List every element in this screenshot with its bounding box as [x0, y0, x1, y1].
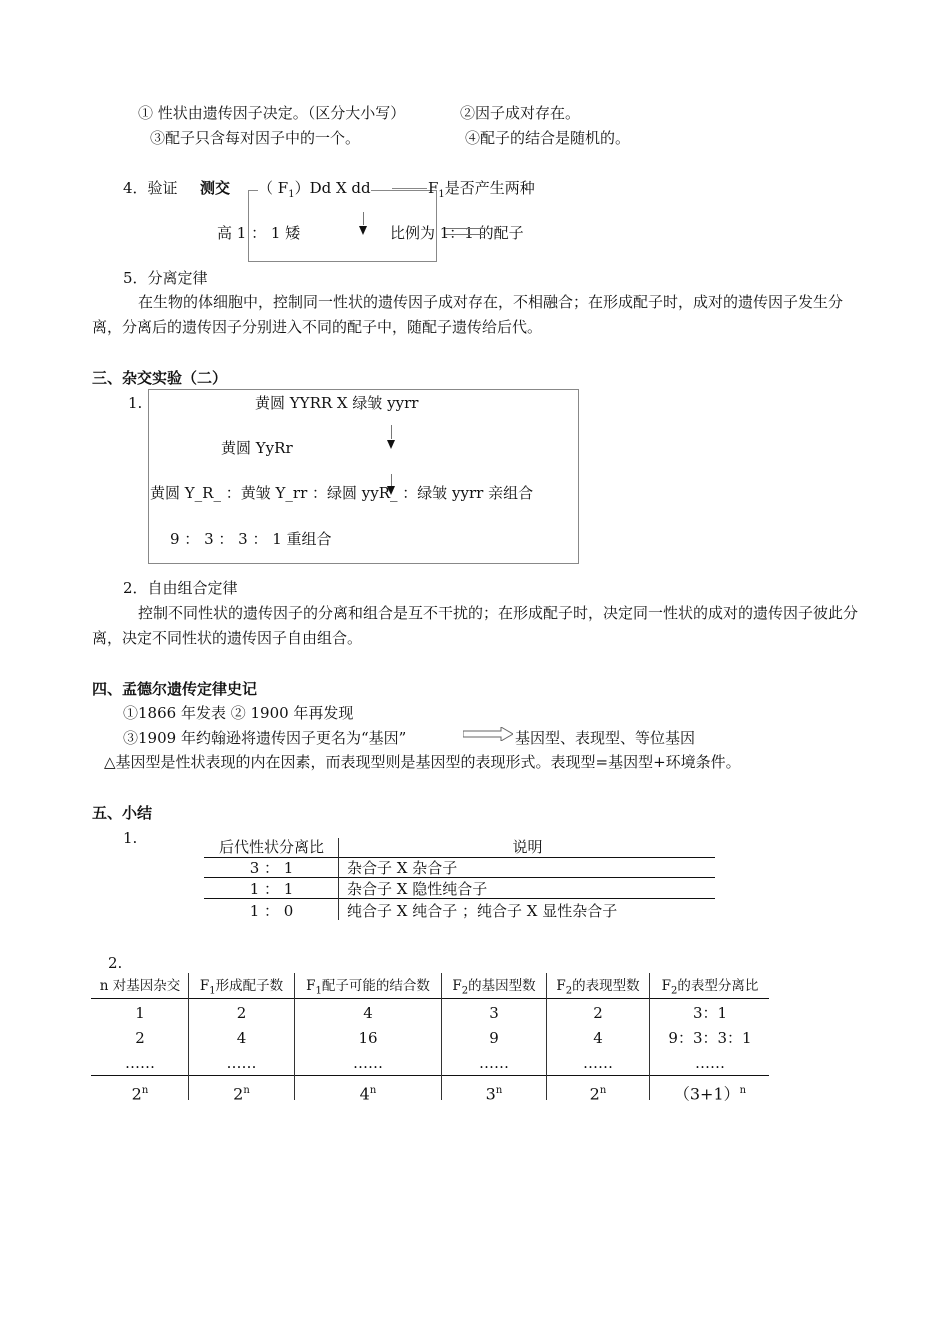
table2-r2c2: 4 — [236, 1029, 247, 1047]
testcross-cross: （ $F_1)Dd$ X dd — [258, 178, 371, 205]
table1-row2-ratio: 1 ： 1 — [249, 880, 294, 898]
table2-header-ratio: $F_2$的表型分离比 — [661, 978, 759, 997]
table2-r2c4: 9 — [489, 1029, 499, 1047]
table2-rule-top — [91, 998, 769, 999]
table1-row1-ratio: 3 ： 1 — [249, 859, 294, 877]
table2-header-combos: $F_1$配子可能的结合数 — [306, 978, 430, 997]
table2-divider-5 — [649, 973, 650, 1100]
table1-rule-2 — [204, 877, 715, 878]
table2-divider-2 — [294, 973, 295, 1100]
independent-assortment-heading: 2．自由组合定律 — [123, 579, 238, 597]
table2-header-gametes: $F_1$形成配子数 — [199, 978, 284, 997]
table2-header-phenotypes: $F_2$的表现型数 — [556, 978, 640, 997]
table2-r1c1: 1 — [135, 1004, 145, 1022]
table2-r1c6: 3：1 — [692, 1004, 728, 1022]
table2-r3c4: …… — [479, 1054, 509, 1072]
segregation-law-heading: 5．分离定律 — [123, 269, 208, 287]
history-line-2: ③1909 年约翰逊将遗传因子更名为“基因” — [123, 729, 407, 747]
table2-divider-3 — [441, 973, 442, 1100]
table2-r3c2: …… — [226, 1054, 257, 1072]
history-gene-terms: 基因型、表现型、等位基因 — [515, 729, 696, 747]
section-3-title: 三、杂交实验（二） — [92, 369, 228, 387]
table2-r2c1: 2 — [135, 1029, 145, 1047]
hollow-arrow-icon — [463, 727, 513, 741]
table1-row1-note: 杂合子 X 杂合子 — [347, 859, 458, 877]
gamete-ratio: 比例为 1：1 的配子 — [390, 224, 524, 242]
table2-divider-4 — [546, 973, 547, 1100]
table1-divider — [338, 838, 339, 920]
summary-num-1: 1. — [123, 829, 138, 847]
dihybrid-num: 1. — [128, 394, 143, 412]
summary-num-2: 2. — [108, 954, 123, 972]
table2-r1c2: 2 — [236, 1004, 247, 1022]
testcross-label: 测交 — [200, 179, 231, 197]
hypothesis-point-2: ②因子成对存在。 — [460, 104, 581, 122]
table2-last-c1: 2$^n$ — [131, 1084, 149, 1104]
table2-header-n: n 对基因杂交 — [99, 978, 181, 994]
verify-label: 4．验证 — [123, 179, 178, 197]
dihybrid-arrow1-head — [387, 440, 395, 449]
table1-header-ratio: 后代性状分离比 — [218, 838, 324, 856]
table1-rule-3 — [204, 898, 715, 899]
testcross-arrowhead — [359, 226, 367, 235]
f1-question: $F_1$是否产生两种 — [428, 179, 535, 200]
table2-last-c6: $(3+1)^n$ — [673, 1084, 747, 1104]
table2-r3c6: …… — [695, 1054, 725, 1072]
table2-last-c4: 3$^n$ — [485, 1084, 503, 1104]
dihybrid-f2: 黄圆 Y_R_ ：黄皱 Y_rr ：绿圆 yyR_ ：绿皱 yyrr 亲组合 — [150, 484, 534, 502]
table2-r2c5: 4 — [593, 1029, 603, 1047]
dihybrid-f1: 黄圆 YyRr — [221, 439, 293, 457]
table2-r3c3: …… — [353, 1054, 383, 1072]
table2-r3c5: …… — [583, 1054, 613, 1072]
table1-header-note: 说明 — [512, 838, 543, 856]
testcross-ratio: 高 1 ： 1 矮 — [217, 224, 301, 242]
segregation-law-text: 在生物的体细胞中，控制同一性状的遗传因子成对存在，不相融合；在形成配子时，成对的遗传因子发生分离，分离后的遗传因子分别进入不同的配子中，随配子遗传给后代。 — [92, 293, 844, 336]
table2-divider-1 — [188, 973, 189, 1100]
table2-last-c2: 2$^n$ — [233, 1084, 250, 1104]
table1-row2-note: 杂合子 X 隐性纯合子 — [347, 880, 488, 898]
table2-r1c5: 2 — [593, 1004, 603, 1022]
testcross-connector — [392, 188, 427, 189]
dihybrid-parents: 黄圆 YYRR X 绿皱 yyrr — [255, 394, 419, 412]
table2-header-genotypes: $F_2$的基因型数 — [452, 978, 536, 997]
table1-row3-ratio: 1 ： 0 — [249, 902, 294, 920]
table2-r1c3: 4 — [363, 1004, 373, 1022]
table2-last-c3: 4$^n$ — [359, 1084, 377, 1104]
table2-r1c4: 3 — [489, 1004, 499, 1022]
gamete-hollow-arrow — [445, 228, 485, 235]
hypothesis-point-4: ④配子的结合是随机的。 — [465, 129, 631, 147]
independent-assortment-text: 控制不同性状的遗传因子的分离和组合是互不干扰的；在形成配子时，决定同一性状的成对的遗传因子彼此分离，决定不同性状的遗传因子自由组合。 — [92, 604, 859, 647]
testcross-arrow-shaft — [363, 212, 364, 225]
dihybrid-ratio: 9 ： 3 ： 3 ： 1 重组合 — [170, 530, 332, 548]
hypothesis-point-1: ① 性状由遗传因子决定。（区分大小写） — [138, 104, 406, 122]
table2-r2c6: 9：3：3：1 — [668, 1029, 752, 1047]
dihybrid-arrow1-shaft — [391, 425, 392, 439]
section-5-title: 五、小结 — [92, 804, 153, 822]
table1-row3-note: 纯合子 X 纯合子 ；纯合子 X 显性杂合子 — [347, 902, 618, 920]
hypothesis-point-3: ③配子只含每对因子中的一个。 — [150, 129, 361, 147]
table2-r2c3: 16 — [358, 1029, 378, 1047]
table2-last-c5: 2$^n$ — [589, 1084, 607, 1104]
table2-r3c1: …… — [125, 1054, 155, 1072]
table2-rule-bottom — [91, 1075, 769, 1076]
history-line-3: △基因型是性状表现的内在因素，而表现型则是基因型的表现形式。表现型=基因型+环境条件。 — [104, 753, 741, 771]
section-4-title: 四、孟德尔遗传定律史记 — [92, 680, 258, 698]
history-line-1: ①1866 年发表 ② 1900 年再发现 — [123, 704, 354, 722]
